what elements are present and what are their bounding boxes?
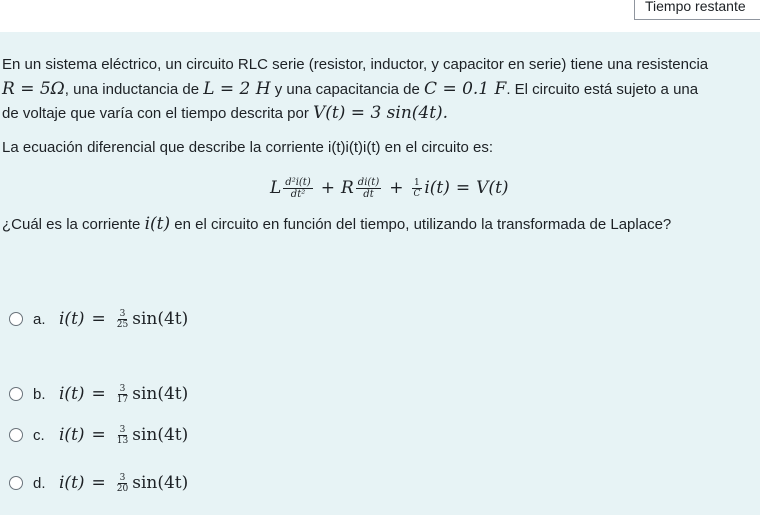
option-letter: d.: [33, 474, 46, 492]
question-text-voltage-intro: de voltaje que varía con el tiempo descrita por: [2, 105, 314, 122]
answer-option-b[interactable]: [9, 379, 188, 409]
inductance-value: L = 2 H: [203, 79, 271, 99]
eq-first-derivative-fraction: [356, 177, 381, 200]
option-numerator: 3: [119, 424, 126, 435]
option-denominator: 13: [116, 435, 129, 446]
question-text-line-4: La ecuación diferencial que describe la corriente i(t)i(t)i(t) en el circuito es:: [2, 139, 494, 156]
option-formula: [59, 425, 188, 446]
option-fraction: [115, 309, 130, 330]
radio-button-a[interactable]: [9, 312, 23, 326]
question-text-capacitance-intro: y una capacitancia de: [270, 81, 425, 98]
question-text-line-1: En un sistema eléctrico, un circuito RLC serie (resistor, inductor, y capacitor en serie) tiene una resistencia: [2, 56, 709, 73]
eq-current-term: i(t): [424, 178, 450, 198]
eq-resistance-symbol: R: [340, 178, 354, 198]
eq-first-derivative-numerator: di(t): [357, 176, 380, 188]
eq-capacitance-numerator: 1: [414, 177, 420, 188]
answer-option-d[interactable]: [9, 468, 188, 498]
option-letter: a.: [33, 310, 46, 328]
question-panel: [0, 32, 760, 515]
option-rhs: sin(4t): [132, 309, 189, 329]
option-letter: c.: [33, 426, 45, 444]
option-denominator: 17: [116, 394, 129, 405]
question-text-line-2: [2, 80, 698, 99]
time-remaining-label: Tiempo restante: [645, 0, 746, 14]
radio-button-d[interactable]: [9, 476, 23, 490]
option-numerator: 3: [119, 472, 126, 483]
option-formula: [59, 473, 188, 494]
option-rhs: sin(4t): [132, 384, 189, 404]
option-equals: =: [91, 425, 106, 445]
option-numerator: 3: [119, 383, 126, 394]
question-prompt-current: i(t): [144, 214, 171, 234]
option-rhs: sin(4t): [132, 473, 189, 493]
option-equals: =: [91, 384, 106, 404]
time-remaining-box[interactable]: [634, 0, 760, 20]
eq-first-derivative-denominator: dt: [363, 188, 374, 200]
option-equals: =: [91, 473, 106, 493]
eq-capacitance-denominator: C: [413, 188, 421, 199]
eq-plus-sign: +: [320, 178, 335, 198]
option-denominator: 20: [116, 483, 129, 494]
option-equals: =: [91, 309, 106, 329]
radio-button-c[interactable]: [9, 428, 23, 442]
option-fraction: [115, 473, 130, 494]
eq-plus-sign: +: [389, 178, 404, 198]
question-text-line-2-end: . El circuito está sujeto a una: [506, 81, 699, 98]
eq-voltage-term: V(t): [476, 178, 509, 198]
option-numerator: 3: [119, 308, 126, 319]
option-denominator: 25: [116, 319, 129, 330]
option-fraction: [115, 425, 130, 446]
option-formula: [59, 309, 188, 330]
eq-equals-sign: =: [455, 178, 471, 198]
eq-second-derivative-fraction: [283, 177, 312, 200]
answer-option-c[interactable]: [9, 420, 188, 450]
differential-equation: [270, 170, 509, 206]
question-prompt-start: ¿Cuál es la corriente: [2, 216, 145, 233]
eq-second-derivative-denominator: dt²: [290, 188, 306, 200]
answer-option-a[interactable]: [9, 304, 188, 334]
option-rhs: sin(4t): [132, 425, 189, 445]
question-text-inductance-intro: , una inductancia de: [64, 81, 204, 98]
option-lhs: i(t): [59, 425, 85, 445]
eq-inductance-symbol: L: [270, 178, 282, 198]
question-prompt: [2, 215, 671, 234]
voltage-function: V(t) = 3 sin(4t).: [313, 103, 449, 123]
question-text-line-3: [2, 104, 448, 123]
option-fraction: [115, 384, 130, 405]
option-formula: [59, 384, 188, 405]
radio-button-b[interactable]: [9, 387, 23, 401]
resistance-value: R = 5Ω: [2, 79, 65, 99]
option-lhs: i(t): [59, 309, 85, 329]
question-prompt-end: en el circuito en función del tiempo, utilizando la transformada de Laplace?: [170, 216, 672, 233]
eq-second-derivative-numerator: d²i(t): [285, 176, 311, 188]
capacitance-value: C = 0.1 F: [424, 79, 507, 99]
option-letter: b.: [33, 385, 46, 403]
eq-capacitance-fraction: [411, 178, 422, 199]
option-lhs: i(t): [59, 384, 85, 404]
option-lhs: i(t): [59, 473, 85, 493]
